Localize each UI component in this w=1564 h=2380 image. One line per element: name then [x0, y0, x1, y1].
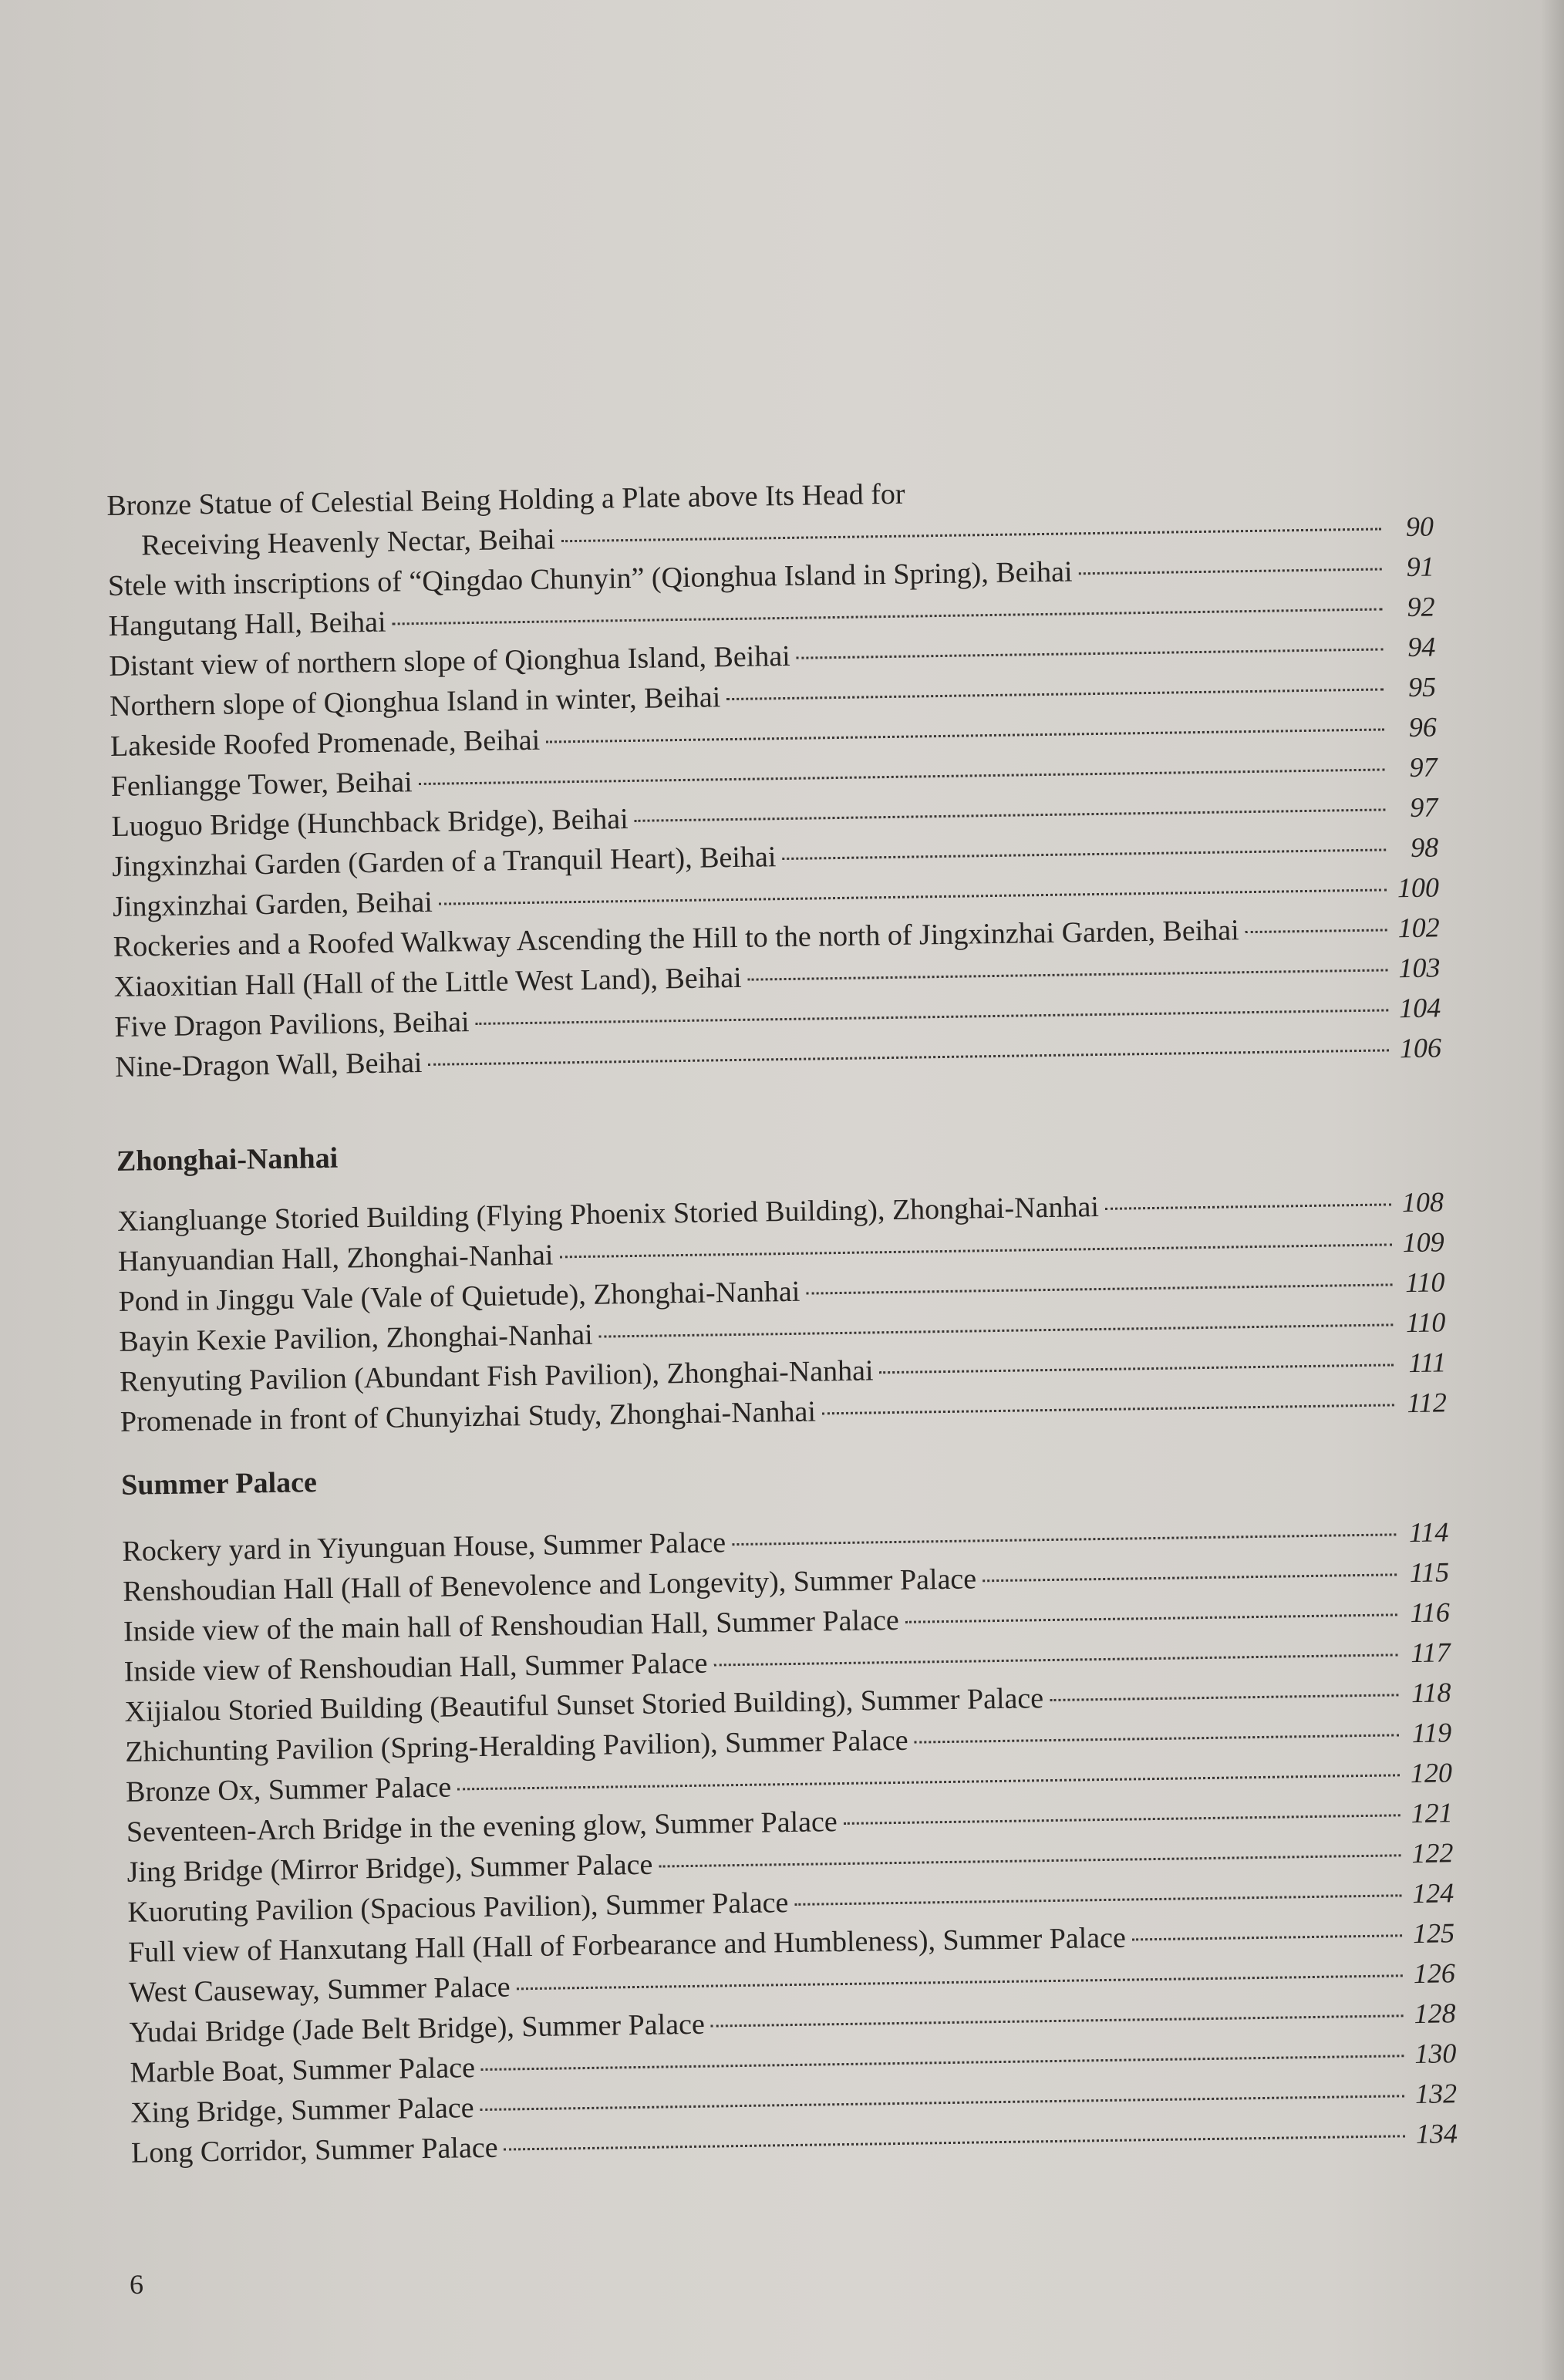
- dot-leader: [726, 688, 1384, 700]
- toc-page-number: 132: [1414, 2078, 1458, 2110]
- toc-page-number: 119: [1411, 1717, 1452, 1749]
- toc-entry-title: Kuoruting Pavilion (Spacious Pavilion), Summer Palace: [127, 1886, 789, 1929]
- dot-leader: [782, 848, 1386, 860]
- toc-page-number: 117: [1411, 1637, 1451, 1669]
- toc-page-number: 111: [1408, 1347, 1447, 1379]
- toc-page-number: 97: [1409, 751, 1438, 783]
- dot-leader: [635, 808, 1386, 821]
- dot-leader: [476, 1009, 1389, 1025]
- table-of-contents: [106, 466, 1458, 2173]
- toc-entry-title: Bayin Kexie Pavilion, Zhonghai-Nanhai: [119, 1318, 593, 1358]
- dot-leader: [559, 1243, 1391, 1258]
- toc-entry-title: Jingxinzhai Garden (Garden of a Tranquil Heart), Beihai: [112, 841, 777, 883]
- dot-leader: [748, 969, 1388, 980]
- toc-page-number: 100: [1397, 871, 1440, 904]
- toc-entry-title: Distant view of northern slope of Qionghua Island, Beihai: [109, 639, 791, 683]
- toc-entry-title: Promenade in front of Chunyizhai Study, Zhonghai-Nanhai: [120, 1395, 817, 1438]
- toc-page-number: 118: [1411, 1677, 1451, 1709]
- dot-leader: [393, 608, 1383, 625]
- toc-entry-title: Lakeside Roofed Promenade, Beihai: [110, 723, 541, 763]
- toc-page-number: 122: [1411, 1837, 1454, 1869]
- dot-leader: [915, 1734, 1400, 1743]
- dot-leader: [797, 648, 1384, 659]
- toc-entry-title: Fenliangge Tower, Beihai: [110, 766, 413, 803]
- page-edge-shadow: [1541, 0, 1564, 2380]
- dot-leader: [1078, 568, 1381, 575]
- dot-leader: [732, 1533, 1396, 1546]
- dot-leader: [713, 1654, 1397, 1666]
- toc-entry-title: Bronze Ox, Summer Palace: [125, 1771, 452, 1809]
- toc-page-number: 134: [1415, 2118, 1458, 2150]
- toc-page-number: 95: [1407, 671, 1437, 703]
- dot-leader: [561, 528, 1381, 542]
- toc-entry-title: Xiaoxitian Hall (Hall of the Little West Land), Beihai: [113, 961, 742, 1003]
- toc-entry-title: Bronze Statue of Celestial Being Holding a Plate above Its Head for: [106, 477, 905, 522]
- dot-leader: [1105, 1203, 1391, 1210]
- toc-page-number: 97: [1410, 791, 1438, 823]
- dot-leader: [546, 728, 1384, 743]
- toc-page-number: 128: [1414, 1997, 1456, 2030]
- toc-page-number: 92: [1407, 591, 1435, 622]
- dot-leader: [794, 1894, 1401, 1906]
- toc-entry-title: Luoguo Bridge (Hunchback Bridge), Beihai: [111, 803, 629, 843]
- toc-entry-title: Inside view of the main hall of Renshoudian Hall, Summer Palace: [123, 1603, 899, 1648]
- toc-page-number: 109: [1402, 1226, 1445, 1259]
- dot-leader: [806, 1283, 1392, 1294]
- toc-page-number: 106: [1399, 1032, 1442, 1064]
- toc-entry-title: Yudai Bridge (Jade Belt Bridge), Summer Palace: [129, 2007, 706, 2049]
- dot-leader: [711, 2014, 1404, 2027]
- toc-page-number: 104: [1398, 992, 1441, 1024]
- toc-entry-title: Hangutang Hall, Beihai: [108, 605, 386, 642]
- toc-page-number: 126: [1413, 1957, 1456, 1990]
- toc-entry-title: Jing Bridge (Mirror Bridge), Summer Palace: [126, 1848, 653, 1889]
- dot-leader: [599, 1323, 1394, 1337]
- page-number: 6: [130, 2269, 143, 2300]
- toc-entry-title-continued: Receiving Heavenly Nectar, Beihai: [140, 523, 555, 562]
- toc-page-number: 96: [1408, 711, 1438, 743]
- dot-leader: [504, 2135, 1405, 2150]
- dot-leader: [1132, 1934, 1402, 1940]
- toc-page-number: 115: [1409, 1556, 1450, 1589]
- toc-entry-title: Stele with inscriptions of “Qingdao Chunyin” (Qionghua Island in Spring), Beihai: [107, 555, 1073, 602]
- toc-page-number: 102: [1397, 912, 1440, 944]
- toc-entry-title: Rockeries and a Roofed Walkway Ascending the Hill to the north of Jingxinzhai Garden, Beihai: [113, 914, 1239, 963]
- toc-entry-title: Marble Boat, Summer Palace: [130, 2051, 476, 2089]
- toc-entry-title: Renyuting Pavilion (Abundant Fish Pavilion), Zhonghai-Nanhai: [119, 1354, 874, 1398]
- toc-page-number: 114: [1408, 1516, 1449, 1549]
- toc-page-number: 116: [1410, 1596, 1451, 1629]
- dot-leader: [659, 1854, 1401, 1867]
- toc-entry-title: Jingxinzhai Garden, Beihai: [112, 885, 433, 923]
- toc-entry-title: Inside view of Renshoudian Hall, Summer Palace: [123, 1647, 708, 1688]
- dot-leader: [517, 1974, 1403, 1990]
- section-heading-summer-palace: Summer Palace: [120, 1466, 318, 1502]
- toc-entry-title: Xing Bridge, Summer Palace: [130, 2092, 474, 2129]
- dot-leader: [481, 2055, 1404, 2071]
- dot-leader: [905, 1613, 1397, 1623]
- dot-leader: [428, 1049, 1389, 1065]
- toc-page-number: 125: [1412, 1917, 1455, 1950]
- dot-leader: [1245, 929, 1387, 933]
- dot-leader: [822, 1404, 1394, 1414]
- toc-page-number: 94: [1407, 631, 1436, 662]
- toc-entry-title: Pond in Jinggu Vale (Vale of Quietude), Zhonghai-Nanhai: [118, 1275, 801, 1318]
- toc-entry-title: Hanyuandian Hall, Zhonghai-Nanhai: [117, 1239, 554, 1278]
- toc-page-number: 112: [1407, 1387, 1448, 1419]
- toc-entry-title: Nine-Dragon Wall, Beihai: [114, 1047, 423, 1084]
- toc-page-number: 124: [1411, 1877, 1454, 1910]
- toc-entry-title: Seventeen-Arch Bridge in the evening glow, Summer Palace: [126, 1805, 838, 1849]
- toc-page-number: 110: [1405, 1306, 1446, 1339]
- toc-entry-title: West Causeway, Summer Palace: [128, 1970, 511, 2009]
- toc-entry-title: Zhichunting Pavilion (Spring-Heralding Pavilion), Summer Palace: [125, 1724, 908, 1768]
- toc-page-number: 98: [1410, 831, 1439, 863]
- toc-page-number: 91: [1406, 551, 1435, 583]
- toc-page-number: 108: [1401, 1186, 1444, 1219]
- toc-page-number: 110: [1404, 1266, 1445, 1299]
- toc-page-number: 103: [1398, 952, 1441, 984]
- toc-entry-title: Xijialou Storied Building (Beautiful Sunset Storied Building), Summer Palace: [124, 1682, 1044, 1728]
- toc-entry-title: Xiangluange Storied Building (Flying Phoenix Storied Building), Zhonghai-Nanhai: [116, 1191, 1100, 1238]
- toc-entry-title: Long Corridor, Summer Palace: [130, 2131, 498, 2169]
- dot-leader: [983, 1573, 1397, 1582]
- dot-leader: [439, 888, 1387, 905]
- toc-page-number: 130: [1414, 2038, 1457, 2070]
- dot-leader: [457, 1774, 1400, 1790]
- dot-leader: [880, 1364, 1394, 1374]
- dot-leader: [844, 1814, 1401, 1825]
- section-heading-zhonghai-nanhai: Zhonghai-Nanhai: [116, 1141, 339, 1178]
- toc-entry-title: Five Dragon Pavilions, Beihai: [114, 1006, 470, 1043]
- toc-entry-title: Northern slope of Qionghua Island in winter, Beihai: [109, 681, 721, 723]
- toc-page-number: 121: [1411, 1797, 1454, 1829]
- toc-entry-title: Rockery yard in Yiyunguan House, Summer Palace: [122, 1526, 726, 1568]
- toc-entry-title: Full view of Hanxutang Hall (Hall of Forbearance and Humbleness), Summer Palace: [127, 1921, 1127, 1969]
- dot-leader: [419, 768, 1385, 785]
- dot-leader: [480, 2095, 1405, 2111]
- toc-entry-title: Renshoudian Hall (Hall of Benevolence and Longevity), Summer Palace: [122, 1563, 977, 1608]
- toc-page-number: 90: [1405, 511, 1434, 543]
- dot-leader: [1050, 1694, 1398, 1701]
- toc-page-number: 120: [1410, 1757, 1453, 1789]
